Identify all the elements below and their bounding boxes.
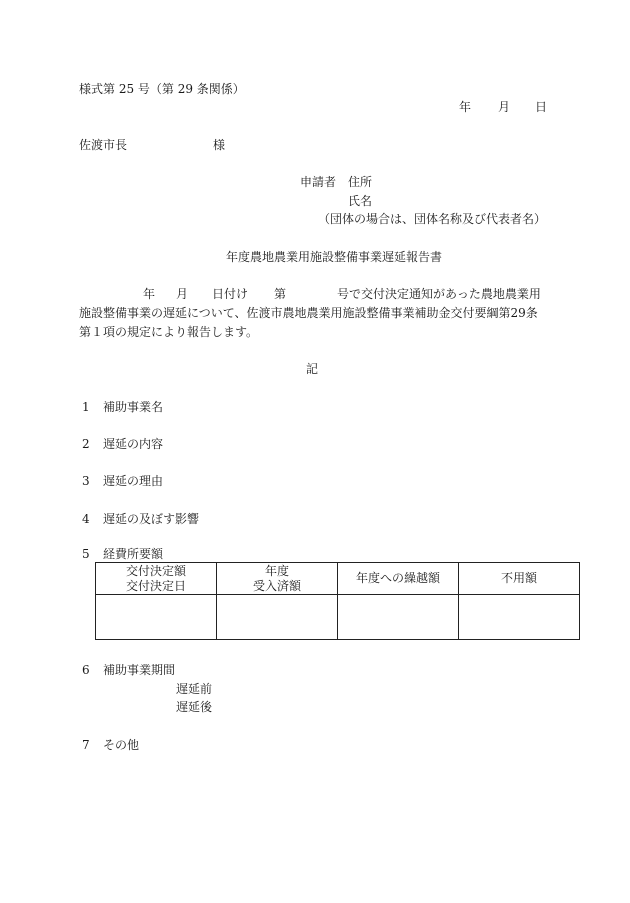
body-line1-text: 号で交付決定通知があった農地農業用 (337, 287, 541, 301)
item-number: 2 (82, 437, 90, 451)
item-label: 経費所要額 (103, 547, 164, 561)
item-label: 遅延の内容 (103, 437, 164, 451)
item-label: 補助事業期間 (103, 663, 176, 677)
period-before-label: 遅延前 (176, 682, 213, 696)
item-number: 5 (82, 547, 90, 561)
header-line: 交付決定額 (125, 563, 186, 578)
addressee-honorific: 様 (213, 138, 226, 152)
header-line: 不用額 (500, 571, 537, 585)
form-number: 様式第 25 号（第 29 条関係） (79, 82, 245, 96)
item-label: 補助事業名 (103, 400, 164, 414)
applicant-name-label: 氏名 (348, 194, 373, 208)
item-label: 遅延の理由 (103, 474, 164, 488)
value-cell (96, 595, 217, 640)
body-line2: 施設整備事業の遅延について、佐渡市農地農業用施設整備事業補助金交付要綱第29条 (79, 306, 538, 320)
value-cell (338, 595, 459, 640)
applicant-label: 申請者 (300, 175, 337, 189)
item-number: 4 (82, 512, 90, 526)
body-year-label: 年 (143, 287, 156, 301)
date-day-label: 日 (535, 100, 548, 114)
body-line3: 第１項の規定により報告します。 (79, 325, 259, 339)
date-year-label: 年 (459, 100, 472, 114)
period-after-label: 遅延後 (176, 700, 213, 714)
header-cell-unused (459, 563, 580, 595)
item-number: 3 (82, 474, 90, 488)
header-line: 交付決定日 (125, 578, 186, 593)
body-day-ref-label: 日付け (212, 287, 249, 301)
item-label: 遅延の及ぼす影響 (103, 512, 200, 526)
value-cell (459, 595, 580, 640)
header-cell-grant-decision (96, 563, 217, 595)
header-cell-carryover (338, 563, 459, 595)
ki-heading: 記 (306, 362, 319, 376)
header-line: 年度 (264, 563, 289, 578)
body-number-prefix: 第 (274, 287, 287, 301)
header-line: 年度への繰越額 (355, 571, 440, 585)
item-number: 1 (82, 400, 90, 414)
document-title: 年度農地農業用施設整備事業遅延報告書 (226, 250, 443, 264)
date-month-label: 月 (498, 100, 511, 114)
item-number: 6 (82, 663, 90, 677)
value-cell (217, 595, 338, 640)
applicant-address-label: 住所 (348, 175, 373, 189)
header-cell-received (217, 563, 338, 595)
body-month-label: 月 (176, 287, 189, 301)
addressee-name: 佐渡市長 (79, 138, 128, 152)
cost-table (95, 562, 580, 640)
applicant-note: （団体の場合は、団体名称及び代表者名） (318, 212, 547, 226)
header-line: 受入済額 (252, 578, 301, 593)
item-number: 7 (82, 738, 90, 752)
item-label: その他 (103, 738, 140, 752)
